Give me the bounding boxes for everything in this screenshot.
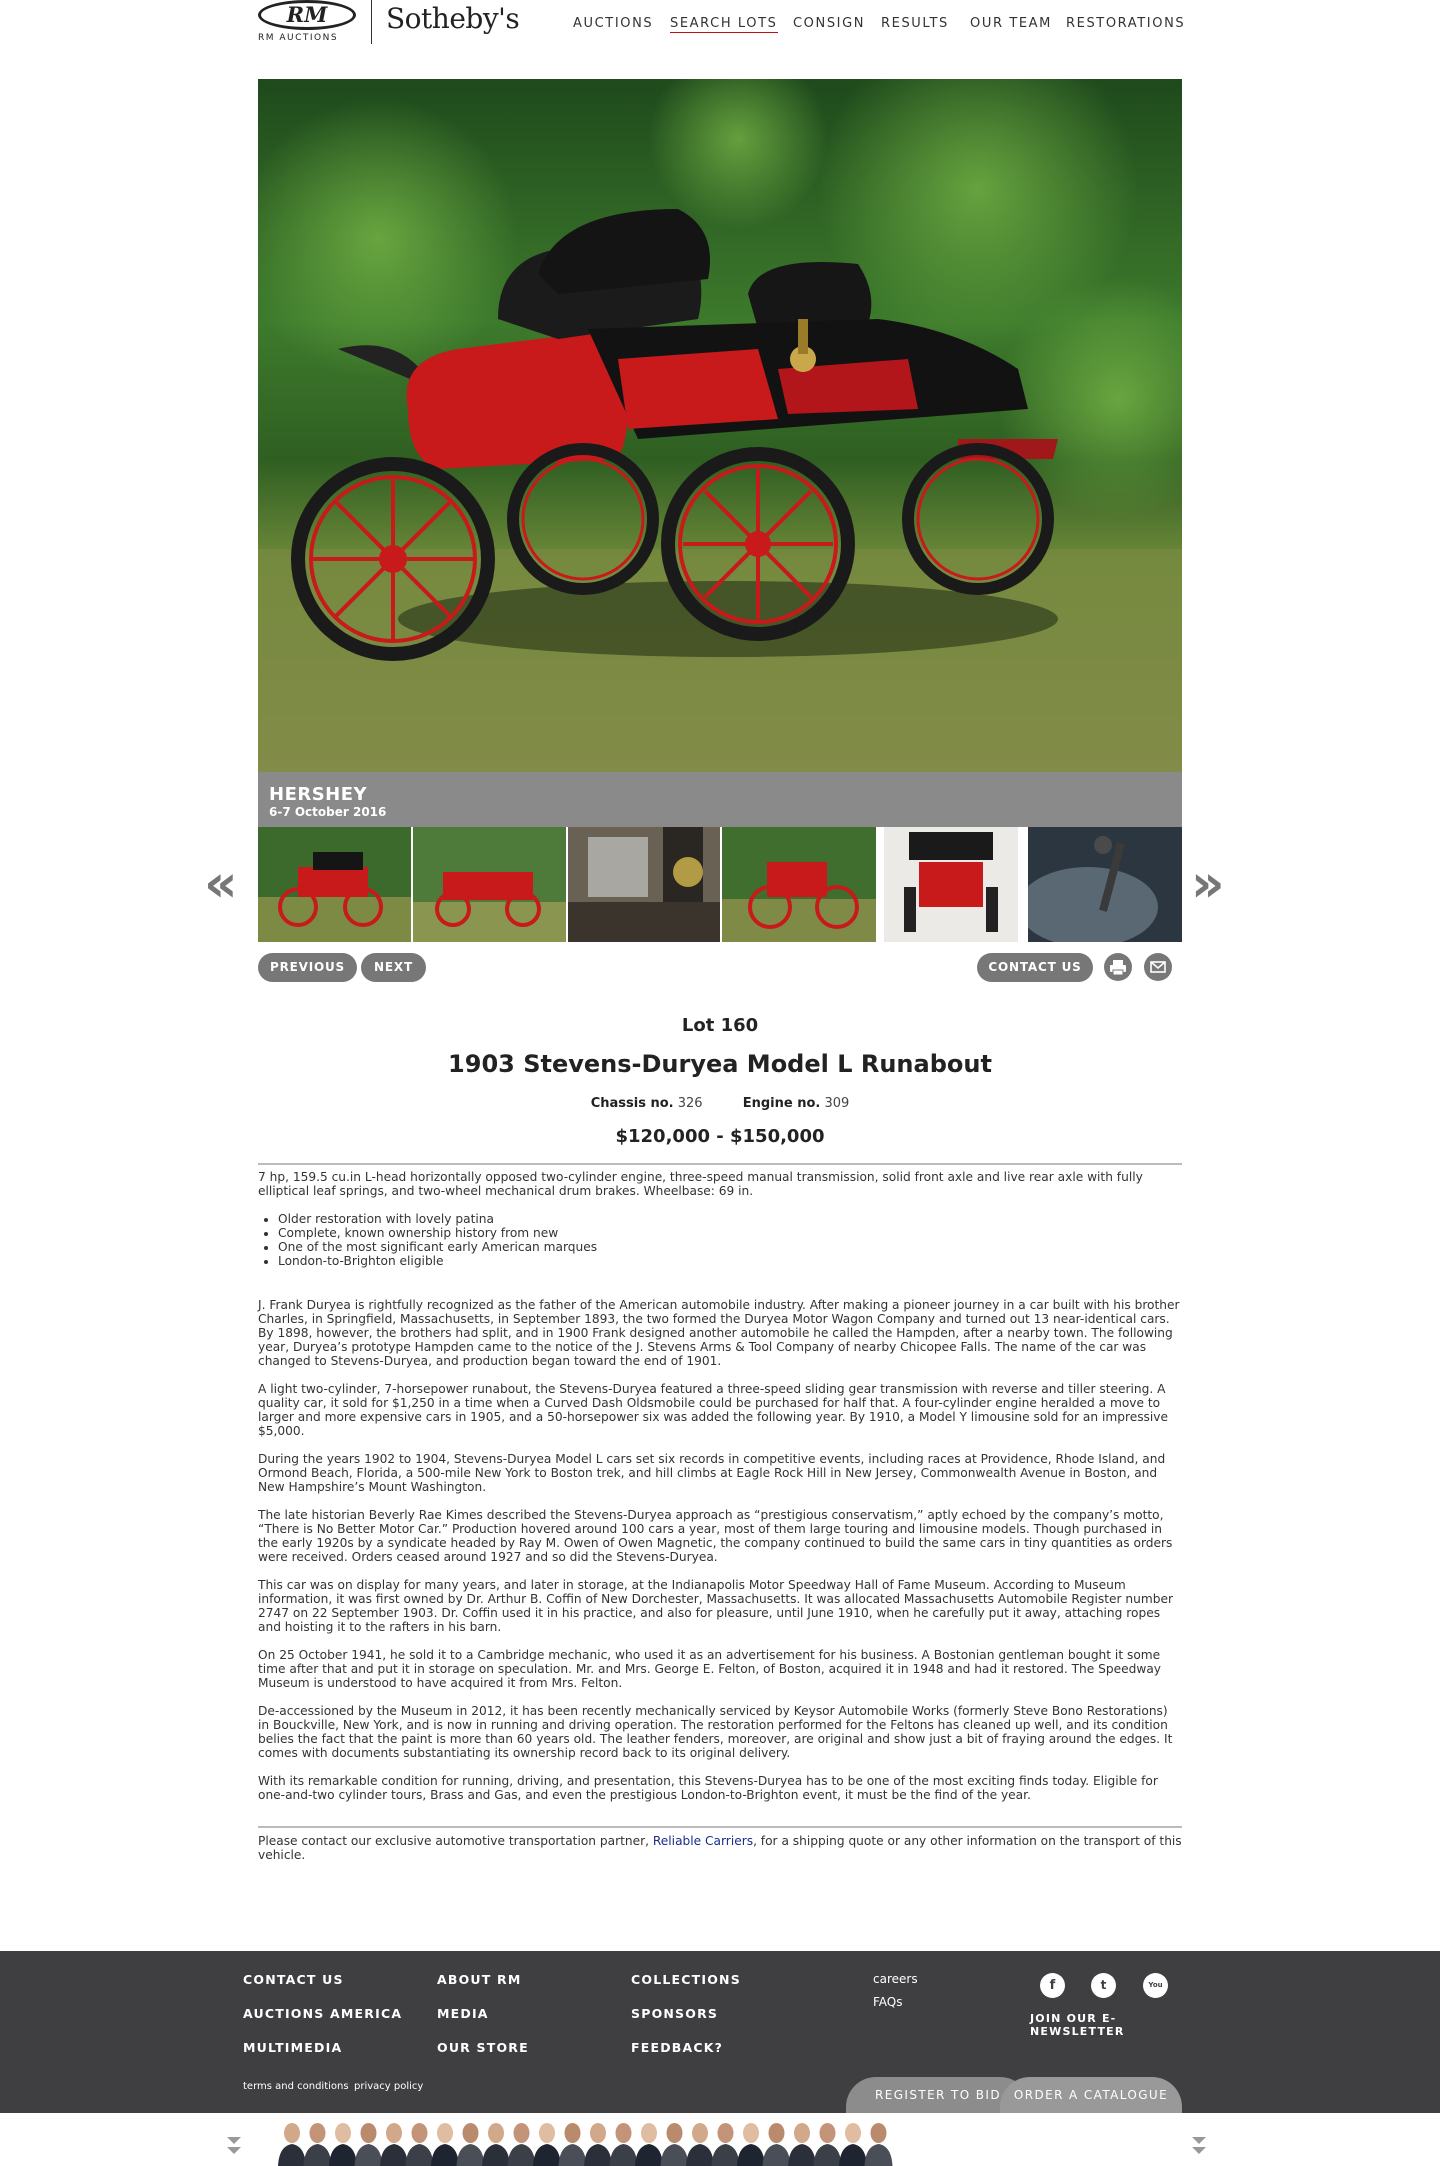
thumbnail[interactable] <box>413 827 566 942</box>
team-member-head <box>743 2123 759 2143</box>
terms-link[interactable]: terms and conditions <box>243 2081 349 2092</box>
engine-number: 309 <box>824 1096 850 1111</box>
team-member-body <box>610 2144 638 2166</box>
gallery-next-arrow[interactable]: » <box>1191 854 1225 914</box>
team-photo-strip <box>0 2113 1440 2166</box>
auction-city: HERSHEY <box>269 784 368 805</box>
rm-logo-subtitle: RM AUCTIONS <box>258 33 339 43</box>
footer-collections[interactable]: COLLECTIONS <box>631 1972 741 1987</box>
team-member-body <box>788 2144 816 2166</box>
highlight-item: • Older restoration with lovely patina <box>278 1212 1182 1226</box>
team-member-head <box>769 2123 785 2143</box>
team-member-head <box>590 2123 606 2143</box>
team-member-body <box>839 2144 867 2166</box>
register-to-bid-button[interactable]: REGISTER TO BID <box>846 2077 1030 2113</box>
team-member-body <box>508 2144 536 2166</box>
description-paragraph: This car was on display for many years, and later in storage, at the Indianapolis Motor Speedway Hall of Fame Museum. According to Museum information, it was first owned by Dr. Arthur B. Coffin of New Dorchester, Massachusetts. It was allocated Massachusetts Automobile Register number 2747 on 22 September 1903. Dr. Coffin used it in his practice, and also for pleasure, until June 1910, when he carefully put it away, attaching ropes and hoisting it to the rafters in his barn. <box>258 1578 1173 1634</box>
nav-restorations[interactable]: RESTORATIONS <box>1066 16 1186 31</box>
chassis-label: Chassis no. <box>590 1096 674 1111</box>
team-member-body <box>431 2144 459 2166</box>
description-paragraph: The late historian Beverly Rae Kimes described the Stevens-Duryea approach as “prestigious conservatism,” aptly echoed by the company’s motto, “There is No Better Motor Car.” Production hovered around 100 cars a year, most of them large touring and limousine models. Though purchased in the early 1920s by a syndicate headed by Ray M. Owen of Owen Magnetic, the company continued to build the same cars in tiny quantities as orders were received. Orders ceased around 1927 and so did the Stevens-Duryea. <box>258 1508 1173 1564</box>
description-paragraph: During the years 1902 to 1904, Stevens-Duryea Model L cars set six records in competitive events, including races at Providence, Rhode Island, and Ormond Beach, Florida, a 500-mile New York to Boston trek, and hill climbs at Eagle Rock Hill in New Jersey, Commonwealth Avenue in Boston, and New Hampshire’s Mount Washington. <box>258 1452 1166 1494</box>
scroll-down-icon <box>227 2147 241 2154</box>
team-photos <box>0 2113 1440 2166</box>
nav-search-lots[interactable]: SEARCH LOTS <box>670 16 778 31</box>
team-member-body <box>737 2144 765 2166</box>
shipping-text-before: Please contact our exclusive automotive transportation partner, <box>258 1834 653 1848</box>
highlights-list <box>278 1212 1182 1268</box>
team-member-head <box>335 2123 351 2143</box>
scroll-down-icon[interactable] <box>227 2137 241 2144</box>
description-paragraph: With its remarkable condition for running, driving, and presentation, this Stevens-Duryea has to be one of the most exciting finds today. Eligible for one-and-two cylinder tours, Brass and Gas, and even the prestigious London-to-Brighton event, it must be the find of the year. <box>258 1774 1158 1802</box>
youtube-icon[interactable]: You <box>1143 1973 1168 1998</box>
team-member-body <box>686 2144 714 2166</box>
footer-careers[interactable]: careers <box>873 1972 918 1986</box>
team-member-body <box>329 2144 357 2166</box>
team-member-head <box>845 2123 861 2143</box>
description-paragraph: J. Frank Duryea is rightfully recognized as the father of the American automobile industry. After making a pioneer journey in a car built with his brother Charles, in Springfield, Massachusetts, in September 1893, the two formed the Duryea Motor Wagon Company and turned out 13 near-identical cars. By 1898, however, the brothers had split, and in 1900 Frank designed another automobile he called the Hampden, after a nearby town. The following year, Duryea’s prototype Hampden came to the notice of the J. Stevens Arms & Tool Company of nearby Chicopee Falls. The name of the car was changed to Stevens-Duryea, and production began toward the end of 1901. <box>258 1298 1180 1368</box>
team-member-head <box>641 2123 657 2143</box>
team-member-body <box>661 2144 689 2166</box>
footer-multimedia[interactable]: MULTIMEDIA <box>243 2040 343 2055</box>
divider <box>258 1163 1182 1165</box>
thumbnail[interactable] <box>258 827 411 942</box>
team-member-head <box>692 2123 708 2143</box>
thumbnail-strip <box>258 827 1182 942</box>
team-member-body <box>814 2144 842 2166</box>
auction-date: 6-7 October 2016 <box>269 805 387 819</box>
team-member-body <box>635 2144 663 2166</box>
auction-caption <box>258 772 1182 827</box>
team-member-body <box>304 2144 332 2166</box>
footer-faqs[interactable]: FAQs <box>873 1995 903 2009</box>
team-member-head <box>284 2123 300 2143</box>
nav-our-team[interactable]: OUR TEAM <box>970 16 1052 31</box>
next-lot-button[interactable]: NEXT <box>361 953 426 982</box>
team-member-head <box>488 2123 504 2143</box>
footer-our-store[interactable]: OUR STORE <box>437 2040 529 2055</box>
lot-description <box>258 1170 1182 1816</box>
team-member-head <box>616 2123 632 2143</box>
rm-logo-text: RM <box>286 2 328 27</box>
divider <box>258 1826 1182 1828</box>
nav-auctions[interactable]: AUCTIONS <box>573 16 654 31</box>
newsletter-link[interactable]: JOIN OUR E-NEWSLETTER <box>1030 2012 1125 2038</box>
team-member-head <box>463 2123 479 2143</box>
team-member-head <box>437 2123 453 2143</box>
site-header <box>258 0 1186 48</box>
lot-identifiers <box>258 1096 1182 1111</box>
team-member-head <box>539 2123 555 2143</box>
email-icon[interactable] <box>1144 953 1172 981</box>
hero-image[interactable] <box>258 79 1182 772</box>
team-member-body <box>559 2144 587 2166</box>
sothebys-logo[interactable]: Sotheby's <box>386 2 520 35</box>
footer-sponsors[interactable]: SPONSORS <box>631 2006 719 2021</box>
logo-divider <box>371 0 372 44</box>
chassis-number: 326 <box>677 1096 703 1111</box>
lot-estimate: $120,000 - $150,000 <box>615 1126 825 1147</box>
thumbnail[interactable] <box>1028 827 1182 942</box>
print-icon[interactable] <box>1104 953 1132 981</box>
thumbnail[interactable] <box>722 827 876 942</box>
contact-us-button[interactable]: CONTACT US <box>977 953 1093 982</box>
team-member-head <box>565 2123 581 2143</box>
team-member-body <box>355 2144 383 2166</box>
team-member-head <box>871 2123 887 2143</box>
scroll-down-icon <box>1192 2147 1206 2154</box>
car-photo <box>258 79 1182 772</box>
team-member-head <box>412 2123 428 2143</box>
highlight-item: • One of the most significant early American marques <box>278 1240 1182 1254</box>
twitter-icon[interactable]: t <box>1091 1973 1116 1998</box>
description-paragraph: De-accessioned by the Museum in 2012, it has been recently mechanically serviced by Keysor Automobile Works (formerly Steve Bono Restorations) in Bouckville, New York, and is now in running and driving operation. The restoration performed for the Feltons has cleaned up well, and its condition belies the fact that the paint is more than 60 years old. The leather fenders, moreover, are original and show just a bit of fraying around the edges. It comes with documents substantiating its ownership record back to its original delivery. <box>258 1704 1173 1760</box>
lot-number: Lot 160 <box>681 1015 759 1036</box>
footer-media[interactable]: MEDIA <box>437 2006 489 2021</box>
team-member-body <box>380 2144 408 2166</box>
description-paragraph: A light two-cylinder, 7-horsepower runabout, the Stevens-Duryea featured a three-speed sliding gear transmission with reverse and tiller steering. A quality car, it sold for $1,250 in a time when a Curved Dash Oldsmobile could be purchased for half that. A four-cylinder engine heralded a move to larger and more expensive cars in 1905, and a 50-horsepower six was added the following year. By 1910, a Model Y limousine sold for an impressive $5,000. <box>258 1382 1168 1438</box>
privacy-link[interactable]: privacy policy <box>354 2081 424 2092</box>
description-paragraph: On 25 October 1941, he sold it to a Cambridge mechanic, who used it as an advertisement for his business. A Bostonian gentleman bought it some time after that and put it in storage on speculation. Mr. and Mrs. George E. Felton, of Boston, acquired it in 1948 and had it restored. The Speedway Museum is understood to have acquired it from Mrs. Felton. <box>258 1648 1161 1690</box>
engine-label: Engine no. <box>742 1096 821 1111</box>
footer-feedback[interactable]: FEEDBACK? <box>631 2040 724 2055</box>
rm-auctions-logo[interactable] <box>258 0 358 44</box>
team-member-body <box>763 2144 791 2166</box>
shipping-note <box>258 1834 1182 1862</box>
team-member-body <box>865 2144 893 2166</box>
team-member-head <box>667 2123 683 2143</box>
highlight-item: • Complete, known ownership history from new <box>278 1226 1182 1240</box>
lot-title: 1903 Stevens-Duryea Model L Runabout <box>448 1050 992 1078</box>
thumbnail[interactable] <box>884 827 1018 942</box>
facebook-icon[interactable]: f <box>1040 1973 1065 1998</box>
nav-consign[interactable]: CONSIGN <box>793 16 866 31</box>
scroll-down-icon[interactable] <box>1192 2137 1206 2144</box>
highlight-item: • London-to-Brighton eligible <box>278 1254 1182 1268</box>
team-member-head <box>820 2123 836 2143</box>
team-member-head <box>361 2123 377 2143</box>
team-member-head <box>310 2123 326 2143</box>
thumbnail[interactable] <box>568 827 720 942</box>
team-member-body <box>584 2144 612 2166</box>
nav-results[interactable]: RESULTS <box>881 16 949 31</box>
team-member-body <box>482 2144 510 2166</box>
team-member-body <box>406 2144 434 2166</box>
footer-contact-us[interactable]: CONTACT US <box>243 1972 344 1987</box>
team-member-head <box>514 2123 530 2143</box>
order-catalogue-button[interactable]: ORDER A CATALOGUE <box>1000 2077 1182 2113</box>
footer-auctions-america[interactable]: AUCTIONS AMERICA <box>243 2006 403 2021</box>
team-member-body <box>533 2144 561 2166</box>
team-member-body <box>457 2144 485 2166</box>
footer-about-rm[interactable]: ABOUT RM <box>437 1972 522 1987</box>
team-member-head <box>794 2123 810 2143</box>
team-member-body <box>278 2144 306 2166</box>
previous-lot-button[interactable]: PREVIOUS <box>258 953 357 982</box>
team-member-head <box>386 2123 402 2143</box>
lot-summary: 7 hp, 159.5 cu.in L-head horizontally opposed two-cylinder engine, three-speed manual transmission, solid front axle and live rear axle with fully elliptical leaf springs, and two-wheel mechanical drum brakes. Wheelbase: 69 in. <box>258 1170 1143 1198</box>
gallery-prev-arrow[interactable]: « <box>204 854 238 914</box>
team-member-head <box>718 2123 734 2143</box>
shipping-text-after: , for a shipping quote or any other information on the transport of this vehicle. <box>258 1834 1182 1862</box>
team-member-body <box>712 2144 740 2166</box>
reliable-carriers-link[interactable]: Reliable Carriers <box>652 1834 754 1848</box>
